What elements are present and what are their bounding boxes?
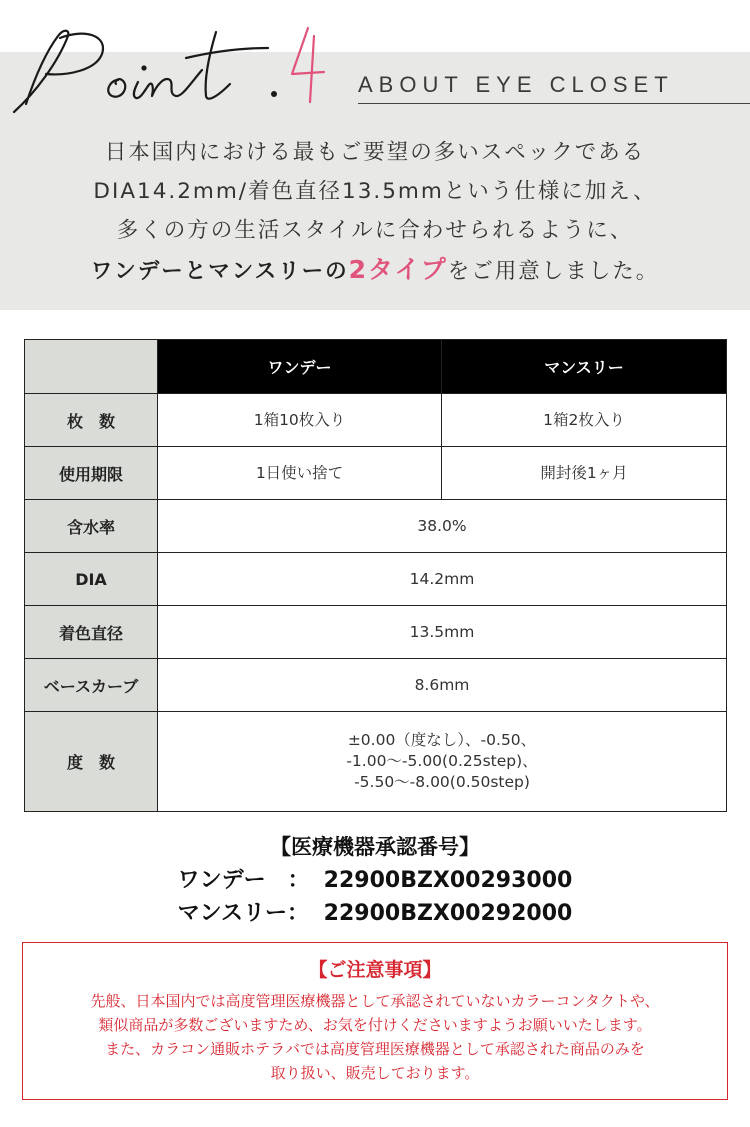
table-row	[25, 659, 727, 712]
table-row	[25, 553, 727, 606]
spec-table	[24, 339, 727, 812]
intro-tail-text: をご用意しました。	[447, 259, 660, 284]
cell-oneday-quantity: 1箱10枚入り	[158, 394, 442, 447]
caution-box	[22, 942, 728, 1100]
intro-line: DIA14.2mm/着色直径13.5mmという仕様に加え、	[93, 179, 657, 204]
row-label-power: 度 数	[25, 712, 158, 812]
intro-paragraph	[0, 133, 750, 289]
cell-monthly-quantity: 1箱2枚入り	[442, 394, 727, 447]
table-row	[25, 447, 727, 500]
row-label-quantity: 枚 数	[25, 394, 158, 447]
intro-bold-text: ワンデーとマンスリーの	[90, 259, 349, 284]
approval-row-oneday	[0, 864, 750, 897]
column-header-oneday: ワンデー	[158, 340, 442, 394]
caution-title: 【ご注意事項】	[308, 959, 442, 981]
approval-row-monthly	[0, 897, 750, 930]
caution-line: 取り扱い、販売しております。	[270, 1064, 480, 1082]
row-label-base-curve: ベースカーブ	[25, 659, 158, 712]
intro-accent-text: 2タイプ	[348, 255, 448, 284]
intro-line-highlight	[0, 250, 750, 289]
table-row	[25, 606, 727, 659]
row-label-usage-period: 使用期限	[25, 447, 158, 500]
cell-coloring-diameter: 13.5mm	[158, 606, 727, 659]
approval-label: マンスリー：	[177, 901, 309, 926]
divider-line	[358, 103, 750, 104]
row-label-coloring-diameter: 着色直径	[25, 606, 158, 659]
about-eye-closet-label: ABOUT EYE CLOSET	[358, 72, 674, 97]
intro-line: 日本国内における最もご要望の多いスペックである	[104, 140, 646, 165]
cell-power-range	[158, 712, 727, 812]
cell-base-curve: 8.6mm	[158, 659, 727, 712]
table-corner-cell	[25, 340, 158, 394]
row-label-dia: DIA	[25, 553, 158, 606]
table-row	[25, 394, 727, 447]
caution-line: 類似商品が多数ございますため、お気を付けくださいますようお願いいたします。	[98, 1016, 652, 1034]
approval-number: 22900BZX00293000	[323, 868, 573, 893]
approval-title: 【医療機器承認番号】	[270, 835, 480, 859]
approval-number: 22900BZX00292000	[323, 901, 573, 926]
column-header-monthly: マンスリー	[442, 340, 727, 394]
caution-body	[23, 989, 727, 1085]
power-range-line: -1.00〜-5.00(0.25step)、	[346, 752, 538, 770]
caution-line: 先般、日本国内では高度管理医療機器として承認されていないカラーコンタクトや、	[90, 992, 660, 1010]
intro-line: 多くの方の生活スタイルに合わせられるように、	[116, 218, 634, 243]
cell-oneday-usage-period: 1日使い捨て	[158, 447, 442, 500]
point-script-heading	[6, 22, 346, 122]
table-header-row	[25, 340, 727, 394]
table-row	[25, 500, 727, 553]
caution-line: また、カラコン通販ホテラバでは高度管理医療機器として承認された商品のみを	[105, 1040, 645, 1058]
cell-monthly-usage-period: 開封後1ヶ月	[442, 447, 727, 500]
cell-water-content: 38.0%	[158, 500, 727, 553]
table-row	[25, 712, 727, 812]
approval-label: ワンデー ：	[177, 868, 310, 893]
row-label-water-content: 含水率	[25, 500, 158, 553]
power-range-line: -5.50〜-8.00(0.50step)	[354, 773, 530, 791]
cell-dia: 14.2mm	[158, 553, 727, 606]
approval-numbers	[0, 830, 750, 930]
power-range-line: ±0.00（度なし）、-0.50、	[347, 731, 537, 749]
